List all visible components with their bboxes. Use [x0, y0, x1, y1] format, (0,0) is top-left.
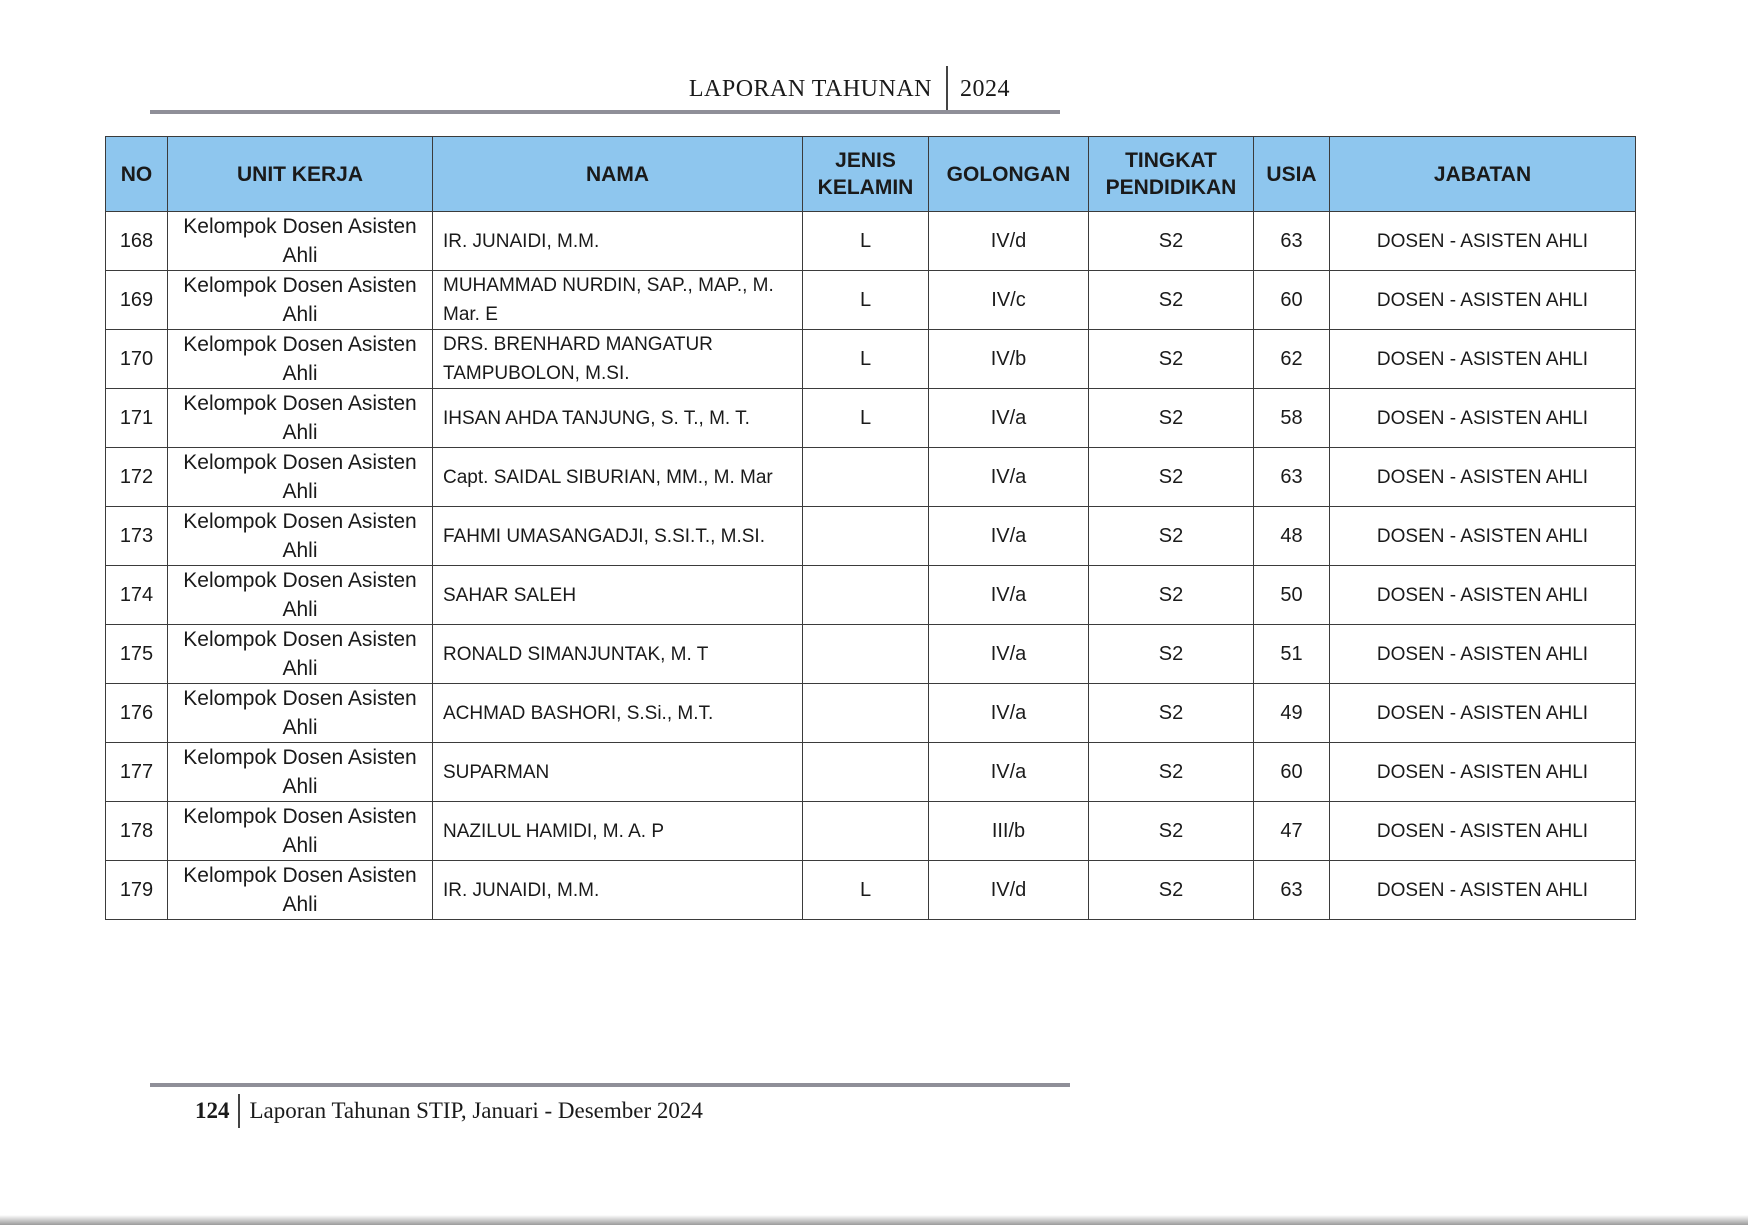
page-footer: [150, 1078, 1070, 1138]
cell-unit-kerja: Kelompok Dosen Asisten Ahli: [168, 448, 433, 507]
cell-golongan: IV/a: [929, 684, 1089, 743]
header-title-group: [689, 66, 1010, 111]
cell-unit-kerja: Kelompok Dosen Asisten Ahli: [168, 861, 433, 920]
cell-tingkat-pendidikan: S2: [1089, 743, 1254, 802]
cell-usia: 63: [1254, 448, 1330, 507]
cell-nama: IHSAN AHDA TANJUNG, S. T., M. T.: [433, 389, 803, 448]
footer-rule: [150, 1083, 1070, 1087]
cell-usia: 60: [1254, 271, 1330, 330]
cell-usia: 49: [1254, 684, 1330, 743]
cell-usia: 60: [1254, 743, 1330, 802]
cell-usia: 58: [1254, 389, 1330, 448]
cell-jabatan: DOSEN - ASISTEN AHLI: [1330, 802, 1636, 861]
cell-jenis-kelamin: [803, 743, 929, 802]
table-row: [106, 684, 1636, 743]
cell-unit-kerja: Kelompok Dosen Asisten Ahli: [168, 743, 433, 802]
staff-table-container: [105, 136, 1635, 920]
cell-jenis-kelamin: [803, 448, 929, 507]
table-row: [106, 861, 1636, 920]
cell-unit-kerja: Kelompok Dosen Asisten Ahli: [168, 507, 433, 566]
cell-tingkat-pendidikan: S2: [1089, 271, 1254, 330]
cell-unit-kerja: Kelompok Dosen Asisten Ahli: [168, 212, 433, 271]
cell-nama: DRS. BRENHARD MANGATUR TAMPUBOLON, M.SI.: [433, 330, 803, 389]
cell-jabatan: DOSEN - ASISTEN AHLI: [1330, 566, 1636, 625]
cell-nama: IR. JUNAIDI, M.M.: [433, 212, 803, 271]
table-header: [106, 137, 1636, 212]
cell-no: 178: [106, 802, 168, 861]
cell-jabatan: DOSEN - ASISTEN AHLI: [1330, 861, 1636, 920]
cell-jabatan: DOSEN - ASISTEN AHLI: [1330, 212, 1636, 271]
cell-tingkat-pendidikan: S2: [1089, 566, 1254, 625]
table-row: [106, 212, 1636, 271]
cell-tingkat-pendidikan: S2: [1089, 448, 1254, 507]
column-header-jenis-kelamin: JENIS KELAMIN: [803, 137, 929, 212]
cell-jenis-kelamin: [803, 684, 929, 743]
cell-golongan: III/b: [929, 802, 1089, 861]
table-row: [106, 566, 1636, 625]
header-rule: [150, 110, 1060, 114]
page-header: [150, 60, 1060, 116]
column-header-golongan: GOLONGAN: [929, 137, 1089, 212]
cell-golongan: IV/a: [929, 507, 1089, 566]
cell-no: 172: [106, 448, 168, 507]
cell-jabatan: DOSEN - ASISTEN AHLI: [1330, 330, 1636, 389]
cell-nama: Capt. SAIDAL SIBURIAN, MM., M. Mar: [433, 448, 803, 507]
column-header-usia: USIA: [1254, 137, 1330, 212]
footer-text: Laporan Tahunan STIP, Januari - Desember 2024: [249, 1098, 703, 1123]
cell-unit-kerja: Kelompok Dosen Asisten Ahli: [168, 566, 433, 625]
cell-jenis-kelamin: L: [803, 330, 929, 389]
cell-tingkat-pendidikan: S2: [1089, 684, 1254, 743]
cell-tingkat-pendidikan: S2: [1089, 507, 1254, 566]
cell-usia: 47: [1254, 802, 1330, 861]
cell-tingkat-pendidikan: S2: [1089, 212, 1254, 271]
cell-jabatan: DOSEN - ASISTEN AHLI: [1330, 271, 1636, 330]
cell-jabatan: DOSEN - ASISTEN AHLI: [1330, 389, 1636, 448]
cell-golongan: IV/a: [929, 389, 1089, 448]
cell-usia: 48: [1254, 507, 1330, 566]
cell-no: 171: [106, 389, 168, 448]
cell-tingkat-pendidikan: S2: [1089, 389, 1254, 448]
cell-jenis-kelamin: L: [803, 389, 929, 448]
table-row: [106, 389, 1636, 448]
cell-no: 169: [106, 271, 168, 330]
column-header-tingkat-pendidikan: TINGKAT PENDIDIKAN: [1089, 137, 1254, 212]
cell-usia: 50: [1254, 566, 1330, 625]
cell-jabatan: DOSEN - ASISTEN AHLI: [1330, 507, 1636, 566]
cell-usia: 62: [1254, 330, 1330, 389]
header-divider: [946, 66, 948, 111]
table-row: [106, 448, 1636, 507]
cell-no: 168: [106, 212, 168, 271]
cell-golongan: IV/a: [929, 448, 1089, 507]
cell-nama: MUHAMMAD NURDIN, SAP., MAP., M. Mar. E: [433, 271, 803, 330]
cell-no: 173: [106, 507, 168, 566]
footer-line: [195, 1094, 703, 1128]
report-title: LAPORAN TAHUNAN: [688, 76, 932, 102]
table-row: [106, 802, 1636, 861]
cell-jenis-kelamin: [803, 507, 929, 566]
cell-nama: SAHAR SALEH: [433, 566, 803, 625]
cell-golongan: IV/b: [929, 330, 1089, 389]
table-row: [106, 743, 1636, 802]
cell-nama: FAHMI UMASANGADJI, S.SI.T., M.SI.: [433, 507, 803, 566]
cell-jenis-kelamin: L: [803, 861, 929, 920]
cell-unit-kerja: Kelompok Dosen Asisten Ahli: [168, 389, 433, 448]
cell-unit-kerja: Kelompok Dosen Asisten Ahli: [168, 625, 433, 684]
column-header-jabatan: JABATAN: [1330, 137, 1636, 212]
cell-no: 175: [106, 625, 168, 684]
cell-nama: RONALD SIMANJUNTAK, M. T: [433, 625, 803, 684]
cell-unit-kerja: Kelompok Dosen Asisten Ahli: [168, 684, 433, 743]
cell-no: 174: [106, 566, 168, 625]
cell-golongan: IV/a: [929, 566, 1089, 625]
cell-tingkat-pendidikan: S2: [1089, 802, 1254, 861]
cell-nama: IR. JUNAIDI, M.M.: [433, 861, 803, 920]
cell-jabatan: DOSEN - ASISTEN AHLI: [1330, 743, 1636, 802]
cell-nama: NAZILUL HAMIDI, M. A. P: [433, 802, 803, 861]
column-header-nama: NAMA: [433, 137, 803, 212]
cell-usia: 63: [1254, 212, 1330, 271]
cell-no: 179: [106, 861, 168, 920]
cell-golongan: IV/d: [929, 212, 1089, 271]
cell-golongan: IV/a: [929, 625, 1089, 684]
cell-unit-kerja: Kelompok Dosen Asisten Ahli: [168, 271, 433, 330]
table-row: [106, 507, 1636, 566]
column-header-no: NO: [106, 137, 168, 212]
cell-jabatan: DOSEN - ASISTEN AHLI: [1330, 448, 1636, 507]
cell-nama: ACHMAD BASHORI, S.Si., M.T.: [433, 684, 803, 743]
table-body: [106, 212, 1636, 920]
cell-usia: 51: [1254, 625, 1330, 684]
cell-unit-kerja: Kelompok Dosen Asisten Ahli: [168, 802, 433, 861]
cell-jenis-kelamin: L: [803, 271, 929, 330]
table-row: [106, 625, 1636, 684]
cell-jabatan: DOSEN - ASISTEN AHLI: [1330, 625, 1636, 684]
cell-golongan: IV/c: [929, 271, 1089, 330]
column-header-unit-kerja: UNIT KERJA: [168, 137, 433, 212]
header-row: [106, 137, 1636, 212]
staff-table: [105, 136, 1636, 920]
report-year: 2024: [960, 76, 1010, 102]
scan-shadow-edge: [0, 1215, 1748, 1225]
cell-tingkat-pendidikan: S2: [1089, 625, 1254, 684]
cell-no: 170: [106, 330, 168, 389]
cell-jabatan: DOSEN - ASISTEN AHLI: [1330, 684, 1636, 743]
cell-golongan: IV/a: [929, 743, 1089, 802]
table-row: [106, 330, 1636, 389]
page-number: 124: [195, 1098, 230, 1123]
cell-tingkat-pendidikan: S2: [1089, 861, 1254, 920]
table-row: [106, 271, 1636, 330]
cell-no: 176: [106, 684, 168, 743]
cell-no: 177: [106, 743, 168, 802]
cell-jenis-kelamin: L: [803, 212, 929, 271]
cell-jenis-kelamin: [803, 802, 929, 861]
cell-nama: SUPARMAN: [433, 743, 803, 802]
cell-unit-kerja: Kelompok Dosen Asisten Ahli: [168, 330, 433, 389]
cell-usia: 63: [1254, 861, 1330, 920]
cell-jenis-kelamin: [803, 625, 929, 684]
cell-jenis-kelamin: [803, 566, 929, 625]
cell-golongan: IV/d: [929, 861, 1089, 920]
cell-tingkat-pendidikan: S2: [1089, 330, 1254, 389]
